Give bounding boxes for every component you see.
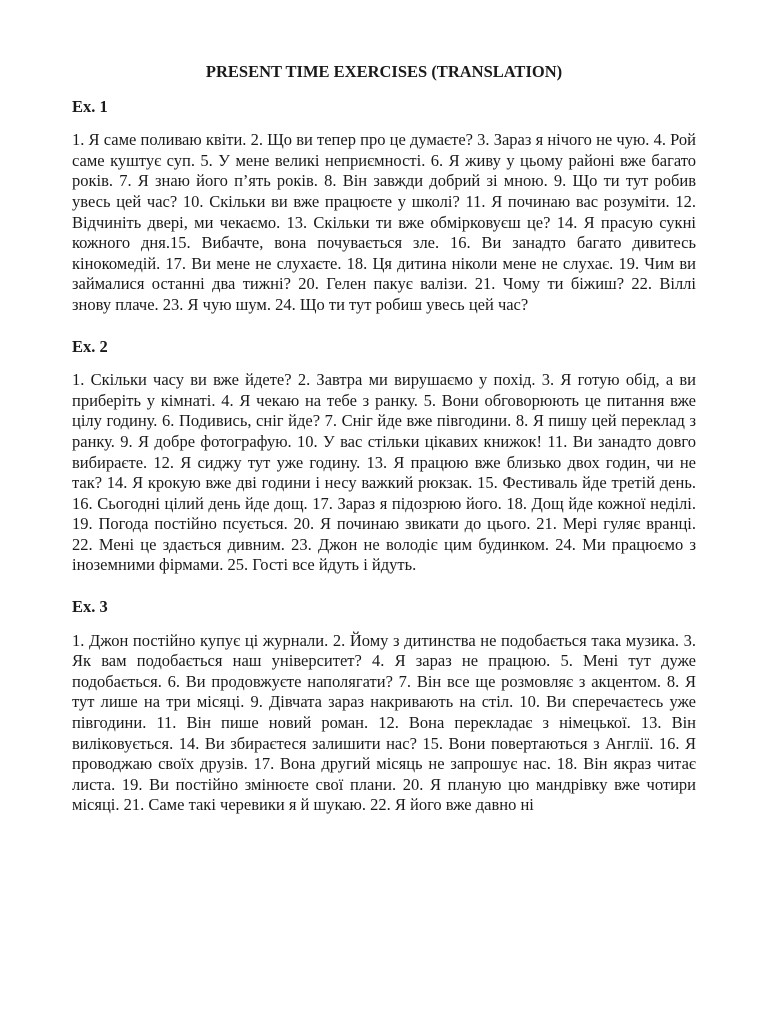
exercise-3-text: 1. Джон постійно купує ці журнали. 2. Йому з дитинства не подобається така музика. 3. Як вам подобається наш університет? 4. Я зараз не працюю. 5. Мені тут дуже подобається. 6. Ви продовжуєте наполягати? 7. Він все ще розмовляє з акцентом. 8. Я тут лише на три місяці. 9. Дівчата зараз накривають на стіл. 10. Ви сперечаєтесь уже півгодини. 11. Він пише новий роман. 12. Вона перекладає з німецької. 13. Він виліковується. 14. Ви збираєтеся залишити нас? 15. Вони повертаються з Англії. 16. Я проводжаю своїх друзів. 17. Вона другий місяць не запрошує нас. 18. Він якраз читає листа. 19. Ви постійно змінюєте свої плани. 20. Я планую цю мандрівку вже чотири місяці. 21. Саме такі черевики я й шукаю. 22. Я його вже давно ні — [72, 630, 696, 815]
document-page — [72, 62, 696, 816]
exercise-2-heading: Ex. 2 — [72, 336, 108, 356]
exercise-1-heading: Ex. 1 — [72, 96, 108, 116]
exercise-3-heading: Ex. 3 — [72, 597, 108, 617]
document-title: PRESENT TIME EXERCISES (TRANSLATION) — [205, 62, 563, 81]
exercise-1-text: 1. Я саме поливаю квіти. 2. Що ви тепер про це думаєте? 3. Зараз я нічого не чую. 4. Рой саме куштує суп. 5. У мене великі неприємності. 6. Я живу у цьому районі вже багато років. 7. Я знаю його п’ять років. 8. Він завжди добрий зі мною. 9. Що ти тут робив увесь цей час? 10. Скільки ви вже працюєте у школі? 11. Я починаю вас розуміти. 12. Відчиніть двері, ми чекаємо. 13. Скільки ти вже обмірковуєш це? 14. Я прасую сукні кожного дня.15. Вибачте, вона почувається зле. 16. Ви занадто багато дивитесь кінокомедій. 17. Ви мене не слухаєте. 18. Ця дитина ніколи мене не слухає. 19. Чим ви займалися останні два тижні? 20. Гелен пакує валізи. 21. Чому ти біжиш? 22. Віллі знову плаче. 23. Я чую шум. 24. Що ти тут робиш увесь цей час? — [72, 130, 696, 314]
exercise-2-text: 1. Скільки часу ви вже йдете? 2. Завтра ми вирушаємо у похід. 3. Я готую обід, а ви приберіть у кімнаті. 4. Я чекаю на тебе з ранку. 5. Вони обговорюють це питання вже цілу годину. 6. Подивись, сніг йде? 7. Сніг йде вже півгодини. 8. Я пишу цей переклад з ранку. 9. Я добре фотографую. 10. У вас стільки цікавих книжок! 11. Ви занадто довго вибираєте. 12. Я сиджу тут уже годину. 13. Я працюю вже близько двох годин, чи не так? 14. Я крокую вже дві години і несу важкий рюкзак. 15. Фестиваль йде третій день. 16. Сьогодні цілий день йде дощ. 17. Зараз я підозрюю його. 18. Дощ йде кожної неділі. 19. Погода постійно псується. 20. Я починаю звикати до цього. 21. Мері гуляє вранці. 22. Мені це здається дивним. 23. Джон не володіє цим будинком. 24. Ми працюємо з іноземними фірмами. 25. Гості все йдуть і йдуть. — [72, 370, 696, 575]
